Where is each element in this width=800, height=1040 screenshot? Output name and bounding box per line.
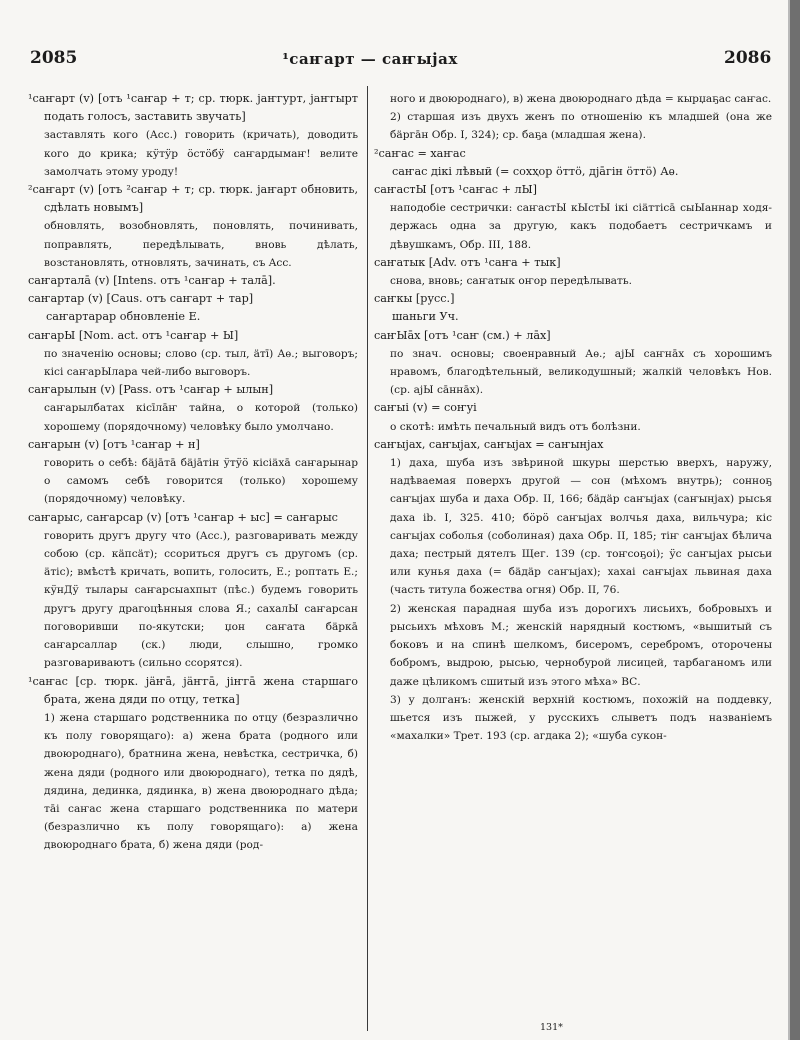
dictionary-headword-entry: ²саҥас = хаҥас bbox=[374, 146, 466, 160]
dictionary-headword-entry: саҥартар (v) [Caus. отъ саҥарт + тар] bbox=[28, 292, 254, 306]
page-edge-shadow bbox=[790, 0, 800, 1040]
dictionary-entry-text: 1) даха, шуба изъ звѣриной шкуры шерстью вверхъ, наружу, надѣваемая поверхъ другой — сон (мѣхомъ внутрь); сонноҕ саҥыјах шуба и даха Обр. II, 166; бäдäр саҥыјах (саҥынјах) рысья даха ib. I, 325. 410; бӧрӧ саҥыјах волчья даха, вильчура; кіс саҥыјах соболья (соболиная) даха Обр. II, 185; тіҥ саҥыјах бѣлича даха; пестрый дятелъ Щег. 139 (ср. тоҥсоҕоі); ӱс саҥыјах рысьи или кунья даха (= бäдäр саҥыјах); хахаі саҥыјах львиная даха (часть титула божества огня) Обр. II, 76. bbox=[390, 457, 772, 597]
dictionary-headword-entry: саҥыјах, саҥыјах, саҥыјах = саҥынјах bbox=[374, 437, 604, 451]
dictionary-entry-text: саҥарылбатах кісīлāҥ тайна, о которой (только) хорошему (порядочному) человѣку было умолчано. bbox=[44, 402, 358, 433]
dictionary-headword-entry: саҥкы [русс.] bbox=[374, 292, 455, 306]
running-head: ¹саҥарт — саҥыјах bbox=[282, 50, 458, 68]
dictionary-headword-entry: саҥарЫ [Nom. act. отъ ¹саҥар + Ы] bbox=[28, 328, 239, 342]
dictionary-entry-text: 2) женская парадная шуба изъ дорогихъ лисьихъ, бобровыхъ и рысьихъ мѣховъ М.; женскій нарядный костюмъ, «вышитый съ боковъ и на спинѣ шелкомъ, бисеромъ, серебромъ, оторочены бобромъ, выдрою, рысью, чернобурой лисицей, тарбаганомъ или даже цѣликомъ сшитый изъ этого мѣха» ВС. bbox=[390, 602, 772, 688]
dictionary-entry-text: 3) у долганъ: женскій верхній костюмъ, похожій на поддевку, шьется изъ пыжей, у русскихъ слыветъ подъ названіемъ «махалки» Трет. 193 (ср. агдака 2); «шуба сукон- bbox=[390, 693, 772, 743]
column-divider bbox=[367, 86, 368, 1031]
dictionary-headword-entry: ²саҥарт (v) [отъ ²саҥар + т; ср. тюрк. јаҥарт обновить, сдѣлать новымъ] bbox=[28, 183, 358, 215]
dictionary-headword-entry: саҥарталā (v) [Intens. отъ ¹саҥар + талā]. bbox=[28, 274, 276, 288]
dictionary-headword-entry: ¹саҥарт (v) [отъ ¹саҥар + т; ср. тюрк. јаҥгурт, јаҥгырт подать голосъ, заставить звучать] bbox=[28, 92, 358, 124]
dictionary-entry-text: о скотѣ: имѣть печальный видъ отъ болѣзни. bbox=[390, 420, 641, 433]
dictionary-headword-entry: саҥарын (v) [отъ ¹саҥар + н] bbox=[28, 437, 200, 451]
page-number-right: 2086 bbox=[724, 48, 772, 68]
dictionary-entry-text: наподобіе сестрички: саҥастЫ кЫстЫ ікі сіäттісā сыЫаннар ходя-держась одна за другую, какъ подобаетъ сестричкамъ и дѣвушкамъ, Обр. III, 188. bbox=[390, 202, 772, 251]
dictionary-headword-entry: саҥастЫ [отъ ¹саҥас + лЫ] bbox=[374, 183, 537, 197]
page-number-left: 2085 bbox=[30, 48, 78, 68]
dictionary-entry-text: саҥас дікі лѣвый (= сохҳор öттö, дјāгін öттö) Аѳ. bbox=[392, 164, 679, 178]
dictionary-headword-entry: саҥЫāх [отъ ¹саҥ (см.) + лāх] bbox=[374, 328, 551, 342]
right-column bbox=[374, 90, 772, 745]
dictionary-entry-text: по знач. основы; своенравный Аѳ.; ајЫ саҥнāх съ хорошимъ нравомъ, благодѣтельный, великодушный; жалкій человѣкъ Нов. (ср. ајЫ сāннāх). bbox=[390, 347, 772, 397]
dictionary-headword-entry: ¹саҥас [ср. тюрк. јäҥā, јäҥгā, јіҥгā жена старшаго брата, жена дяди по отцу, тетка] bbox=[28, 674, 358, 706]
dictionary-entry-text: говорить о себѣ: бäјāтā бäјāтін ӱтӱӧ кісіäхā саҥарынар о самомъ себѣ говорится (только) хорошему (порядочному) человѣку. bbox=[44, 457, 358, 506]
dictionary-headword-entry: саҥарылын (v) [Pass. отъ ¹саҥар + ылын] bbox=[28, 383, 274, 397]
dictionary-entry-text: ного и двоюроднаго), в) жена двоюроднаго дѣда = кырџаҕас саҥас. bbox=[390, 93, 772, 105]
dictionary-entry-text: обновлять, возобновлять, поновлять, починивать, поправлять, передѣлывать, вновь дѣлать, возстановлять, отновлять, зачинать, съ Acc. bbox=[44, 220, 358, 269]
dictionary-headword-entry: саҥыі (v) = соҥуі bbox=[374, 401, 477, 415]
dictionary-entry-text: снова, вновь; саҥатык оҥор передѣлывать. bbox=[390, 275, 632, 288]
dictionary-entry-text: 1) жена старшаго родственника по отцу (безразлично къ полу говорящаго): а) жена брата (родного или двоюроднаго), братнина жена, невѣстка, сестричка, б) жена дяди (родного или двоюроднаго), тетка по дядѣ, дядина, дединка, дядинка, в) жена двоюроднаго дѣда; тāі саҥас жена старшаго родственника по матери (безразлично къ полу говорящаго): а) жена двоюроднаго брата, б) жена дяди (род- bbox=[44, 711, 358, 852]
left-column bbox=[28, 90, 358, 855]
dictionary-entry-text: заставлять кого (Acc.) говорить (кричать), доводить кого до крика; кӱтӱр ӧстӧбӱ саҥардымаҥ! велите замолчать этому уроду! bbox=[44, 129, 358, 178]
dictionary-headword-entry: саҥарыс, саҥарсар (v) [отъ ¹саҥар + ыс] = саҥарыс bbox=[28, 510, 338, 524]
dictionary-entry-text: говорить другъ другу что (Acc.), разговаривать между собою (ср. кäпсäт); ссориться другъ съ другомъ (ср. äтіс); вмѣстѣ кричать, вопить, голосить, Е.; роптать Е.; кӱнДӱ тылары саҥарсыахпыт (пѣс.) будемъ говорить другъ другу драгоцѣнныя слова Я.; сахалЫ саҥарсан поговоривши по-якутски; џон саҥата бäркā саҥарсаллар (ск.) люди, слышно, громко разговариваютъ (сильно ссорятся). bbox=[44, 529, 358, 670]
dictionary-headword-entry: саҥатык [Adv. отъ ¹саҥа + тык] bbox=[374, 255, 561, 269]
dictionary-entry-text: по значенію основы; слово (ср. тыл, äтī) Аѳ.; выговоръ; кісі саҥарЫлара чей-либо выговоръ. bbox=[44, 347, 358, 379]
dictionary-entry-text: шаньги Уч. bbox=[392, 310, 459, 324]
dictionary-entry-text: саҥартарар обновленіе Е. bbox=[46, 310, 201, 324]
signature-mark: 131* bbox=[540, 1022, 563, 1033]
dictionary-entry-text: 2) старшая изъ двухъ женъ по отношенію къ младшей (она же бäргāн Обр. I, 324); ср. баҕа (младшая жена). bbox=[390, 111, 772, 142]
